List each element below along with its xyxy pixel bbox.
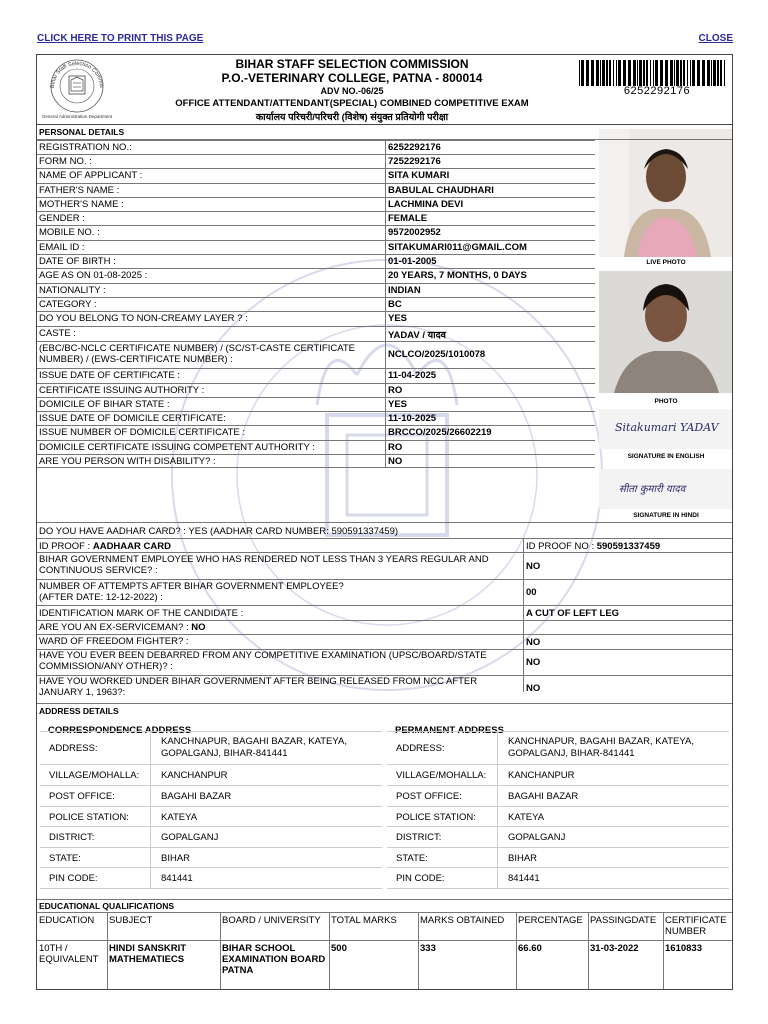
field-label: DOMICILE CERTIFICATE ISSUING COMPETENT AUTHORITY :: [39, 442, 315, 453]
divider: [37, 197, 595, 198]
address-row: [387, 848, 729, 868]
education-column-header: BOARD / UNIVERSITY: [222, 915, 321, 926]
divider: [37, 297, 595, 298]
education-cell: 500: [331, 943, 347, 954]
logo-bottom-text: General Administration Department: [42, 114, 112, 119]
education-cell: HINDI SANSKRIT MATHEMATIECS: [109, 943, 187, 965]
barcode-bar: [628, 60, 631, 86]
divider: [37, 425, 595, 426]
field-value: YES: [388, 399, 408, 410]
divider: [37, 579, 733, 580]
field-label: REGISTRATION NO.:: [39, 142, 132, 153]
address-value: GOPALGANJ: [161, 832, 219, 843]
field-value: RO: [388, 385, 403, 396]
address-details-heading: ADDRESS DETAILS: [39, 706, 119, 716]
field-value: NCLCO/2025/1010078: [388, 349, 486, 360]
divider: [37, 311, 595, 312]
field-value: NO: [388, 456, 403, 467]
address-key: VILLAGE/MOHALLA:: [49, 770, 140, 781]
address-row: [387, 765, 729, 786]
address-key: DISTRICT:: [396, 832, 442, 843]
education-column-header: TOTAL MARKS: [331, 915, 397, 926]
ncc-answer: NO: [526, 683, 541, 694]
barcode-bar: [717, 60, 719, 86]
id-proof-label: ID PROOF :: [39, 541, 93, 552]
barcode-bar: [606, 60, 608, 86]
adv-number: ADV NO.-06/25: [320, 86, 384, 96]
field-value: 20 YEARS, 7 MONTHS, 0 DAYS: [388, 270, 527, 281]
photo-caption: PHOTO: [654, 398, 678, 405]
education-cell: 66.60: [518, 943, 542, 954]
field-label: NAME OF APPLICANT :: [39, 170, 143, 181]
signature-english: [599, 409, 733, 449]
attempts-question-1: NUMBER OF ATTEMPTS AFTER BIHAR GOVERNMENT EMPLOYEE?: [39, 581, 344, 592]
address-value: BIHAR: [161, 853, 191, 864]
divider: [37, 703, 733, 704]
address-row: [387, 868, 729, 889]
live-photo: [599, 129, 733, 257]
address-key: POLICE STATION:: [49, 812, 129, 823]
govt-employee-answer: NO: [526, 561, 541, 572]
divider: [516, 912, 517, 990]
address-key: VILLAGE/MOHALLA:: [396, 770, 487, 781]
barcode-bar: [609, 60, 611, 86]
divider: [37, 620, 733, 621]
personal-details-heading: PERSONAL DETAILS: [39, 127, 125, 137]
education-column-header: SUBJECT: [109, 915, 153, 926]
address-value: KATEYA: [161, 812, 198, 823]
education-column-header: MARKS OBTAINED: [420, 915, 505, 926]
barcode-bar: [643, 60, 645, 86]
address-row: [40, 807, 382, 827]
divider: [37, 254, 595, 255]
barcode-bar: [586, 60, 589, 86]
field-label: GENDER :: [39, 213, 85, 224]
barcode-bar: [683, 60, 685, 86]
barcode-bar: [697, 60, 700, 86]
field-label: DO YOU BELONG TO NON-CREAMY LAYER ? :: [39, 313, 248, 324]
divider: [107, 912, 108, 990]
divider: [37, 140, 595, 141]
address-key: PIN CODE:: [396, 873, 445, 884]
address-value: 841441: [508, 873, 540, 884]
field-label: AGE AS ON 01-08-2025 :: [39, 270, 148, 281]
education-heading: EDUCATIONAL QUALIFICATIONS: [39, 901, 175, 911]
org-name: BIHAR STAFF SELECTION COMMISSION: [235, 57, 469, 71]
field-label: CERTIFICATE ISSUING AUTHORITY :: [39, 385, 205, 396]
barcode-bar: [639, 60, 642, 86]
barcode-bar: [655, 60, 658, 86]
divider: [37, 154, 595, 155]
ex-serviceman-question: ARE YOU AN EX-SERVICEMAN? :: [39, 622, 192, 633]
barcode-bar: [720, 60, 722, 86]
barcode-bar: [687, 60, 688, 86]
barcode-bar: [579, 60, 580, 86]
education-cell: BIHAR SCHOOL EXAMINATION BOARD PATNA: [222, 943, 326, 976]
org-address: P.O.-VETERINARY COLLEGE, PATNA - 800014: [221, 71, 483, 85]
barcode-bar: [711, 60, 712, 86]
address-key: ADDRESS:: [49, 743, 98, 754]
address-row: [40, 827, 382, 848]
id-proof-no-value: 590591337459: [596, 541, 661, 552]
divider: [37, 240, 595, 241]
divider: [37, 552, 733, 553]
divider: [150, 731, 151, 889]
field-label: DATE OF BIRTH :: [39, 256, 116, 267]
address-key: POST OFFICE:: [49, 791, 115, 802]
field-label: ISSUE NUMBER OF DOMICILE CERTIFICATE :: [39, 427, 246, 438]
divider: [37, 940, 733, 941]
divider: [37, 634, 733, 635]
divider: [37, 211, 595, 212]
field-value: BC: [388, 299, 402, 310]
education-column-header: EDUCATION: [39, 915, 95, 926]
divider: [37, 383, 595, 384]
barcode-bar: [637, 60, 638, 86]
field-label: MOTHER'S NAME :: [39, 199, 124, 210]
divider: [37, 139, 733, 140]
id-proof: [39, 541, 171, 552]
divider: [385, 140, 386, 467]
signature-english-caption: SIGNATURE IN ENGLISH: [627, 453, 705, 460]
address-row: [387, 786, 729, 807]
divider: [329, 912, 330, 990]
field-value: 11-10-2025: [388, 413, 437, 424]
ncc-question: HAVE YOU WORKED UNDER BIHAR GOVERNMENT AFTER BEING RELEASED FROM NCC AFTER JANUARY 1, 1963?:: [39, 676, 478, 698]
field-value: INDIAN: [388, 285, 421, 296]
address-value: BAGAHI BAZAR: [508, 791, 579, 802]
barcode-bar: [690, 60, 691, 86]
divider: [497, 731, 498, 889]
barcode-bar: [650, 60, 651, 86]
divider: [37, 341, 595, 342]
address-value: 841441: [161, 873, 193, 884]
divider: [37, 899, 733, 900]
education-cell: 31-03-2022: [590, 943, 639, 954]
application-form: [36, 54, 733, 990]
exam-name-hindi: कार्यालय परिचरी/परिचरी (विशेष) संयुक्त प्रतियोगी परीक्षा: [255, 112, 449, 123]
field-label: EMAIL ID :: [39, 242, 85, 253]
divider: [37, 368, 595, 369]
field-label: ISSUE DATE OF CERTIFICATE :: [39, 370, 180, 381]
divider: [37, 605, 733, 606]
govt-employee-question: BIHAR GOVERNMENT EMPLOYEE WHO HAS RENDERED NOT LESS THAN 3 YEARS REGULAR AND CONTINUOUS SERVICE? :: [39, 554, 489, 576]
attempts-answer: 00: [526, 587, 537, 598]
divider: [37, 538, 733, 539]
address-key: ADDRESS:: [396, 743, 445, 754]
barcode-bar: [616, 60, 617, 86]
field-value: 9572002952: [388, 227, 441, 238]
barcode-bar: [707, 60, 710, 86]
divider: [37, 440, 595, 441]
field-value: 6252292176: [388, 142, 441, 153]
barcode-bar: [596, 60, 599, 86]
field-label: FATHER'S NAME :: [39, 185, 120, 196]
divider: [663, 912, 664, 990]
field-label: ARE YOU PERSON WITH DISABILITY? :: [39, 456, 216, 467]
barcode-bar: [665, 60, 668, 86]
address-key: POST OFFICE:: [396, 791, 462, 802]
address-key: PIN CODE:: [49, 873, 98, 884]
divider: [37, 411, 595, 412]
barcode-bar: [724, 60, 725, 86]
divider: [37, 454, 595, 455]
ex-serviceman-answer: NO: [191, 622, 206, 633]
address-row: [387, 807, 729, 827]
aadhar-line: DO YOU HAVE AADHAR CARD? : YES (AADHAR CARD NUMBER: 590591337459): [39, 526, 399, 537]
barcode-bar: [680, 60, 682, 86]
field-label: CATEGORY :: [39, 299, 97, 310]
education-column-header: PASSINGDATE: [590, 915, 657, 926]
freedom-fighter-question: WARD OF FREEDOM FIGHTER? :: [39, 636, 189, 647]
address-key: DISTRICT:: [49, 832, 95, 843]
barcode: [577, 60, 727, 86]
permanent-address-title: PERMANENT ADDRESS: [395, 725, 504, 736]
education-cell: 10TH / EQUIVALENT: [39, 943, 99, 965]
education-column-header: PERCENTAGE: [518, 915, 583, 926]
barcode-bar: [692, 60, 695, 86]
address-value: BAGAHI BAZAR: [161, 791, 232, 802]
barcode-bar: [653, 60, 654, 86]
barcode-bar: [600, 60, 601, 86]
divider: [220, 912, 221, 990]
print-page-link[interactable]: CLICK HERE TO PRINT THIS PAGE: [37, 33, 204, 44]
divider: [37, 183, 595, 184]
address-row: [40, 848, 382, 868]
field-value: BABULAL CHAUDHARI: [388, 185, 494, 196]
address-row: [387, 827, 729, 848]
divider: [37, 326, 595, 327]
address-key: STATE:: [396, 853, 428, 864]
field-value: YES: [388, 313, 408, 324]
address-row: [40, 868, 382, 889]
freedom-fighter-answer: NO: [526, 637, 541, 648]
barcode-bar: [702, 60, 705, 86]
identification-question: IDENTIFICATION MARK OF THE CANDIDATE :: [39, 608, 244, 619]
barcode-bar: [660, 60, 663, 86]
svg-text:Bihar Staff Selection Commissi: [42, 58, 104, 88]
address-value: KANCHANPUR: [508, 770, 575, 781]
address-value: KANCHNAPUR, BAGAHI BAZAR, KATEYA, GOPALGANJ, BIHAR-841441: [161, 736, 347, 759]
barcode-bar: [591, 60, 594, 86]
close-link[interactable]: CLOSE: [698, 33, 733, 44]
address-row: [40, 786, 382, 807]
commission-logo: [42, 58, 112, 120]
barcode-bar: [581, 60, 584, 86]
divider: [37, 168, 595, 169]
address-value: KANCHNAPUR, BAGAHI BAZAR, KATEYA, GOPALGANJ, BIHAR-841441: [508, 736, 694, 759]
education-cell: 333: [420, 943, 436, 954]
signature-hindi-text: सीता कुमारी यादव: [619, 484, 686, 495]
divider: [37, 912, 733, 913]
barcode-bar: [674, 60, 675, 86]
divider: [37, 225, 595, 226]
barcode-bar: [713, 60, 716, 86]
exam-name-english: OFFICE ATTENDANT/ATTENDANT(SPECIAL) COMBINED COMPETITIVE EXAM: [175, 98, 529, 109]
barcode-bar: [646, 60, 648, 86]
address-value: KATEYA: [508, 812, 545, 823]
field-value: SITAKUMARI011@GMAIL.COM: [388, 242, 527, 253]
field-value: 11-04-2025: [388, 370, 437, 381]
barcode-bar: [670, 60, 673, 86]
signature-hindi: [599, 469, 733, 509]
divider: [588, 912, 589, 990]
field-label: CASTE :: [39, 328, 76, 339]
barcode-number: 6252292176: [623, 85, 691, 97]
id-proof-number: [526, 541, 660, 552]
logo-arc-text: Bihar Staff Selection Commis: [49, 60, 105, 89]
divider: [418, 912, 419, 990]
barcode-bar: [676, 60, 679, 86]
address-value: KANCHANPUR: [161, 770, 228, 781]
address-value: BIHAR: [508, 853, 538, 864]
divider: [37, 397, 595, 398]
field-value: SITA KUMARI: [388, 170, 450, 181]
address-key: STATE:: [49, 853, 81, 864]
barcode-bar: [633, 60, 636, 86]
signature-english-text: Sitakumari YADAV: [615, 421, 719, 434]
field-label: ISSUE DATE OF DOMICILE CERTIFICATE:: [39, 413, 226, 424]
field-value: LACHMINA DEVI: [388, 199, 464, 210]
field-value: 01-01-2005: [388, 256, 437, 267]
form-header: [37, 55, 732, 125]
attempts-question-2: (AFTER DATE: 12-12-2022) :: [39, 592, 163, 603]
field-value: FEMALE: [388, 213, 428, 224]
education-cell: 1610833: [665, 943, 702, 954]
divider: [37, 283, 595, 284]
id-proof-no-label: ID PROOF NO :: [526, 541, 597, 552]
barcode-bar: [618, 60, 621, 86]
debarred-answer: NO: [526, 657, 541, 668]
barcode-bar: [602, 60, 605, 86]
address-value: GOPALGANJ: [508, 832, 566, 843]
field-label: FORM NO. :: [39, 156, 92, 167]
barcode-bar: [613, 60, 614, 86]
field-label: DOMICILE OF BIHAR STATE :: [39, 399, 170, 410]
id-proof-value: AADHAAR CARD: [92, 541, 171, 552]
address-key: POLICE STATION:: [396, 812, 476, 823]
correspondence-address-title: CORRESPONDENCE ADDRESS: [48, 725, 192, 736]
divider: [37, 522, 733, 523]
address-row: [387, 731, 729, 765]
divider: [37, 268, 595, 269]
education-column-header: CERTIFICATE NUMBER: [665, 915, 727, 937]
field-value: BRCCO/2025/26602219: [388, 427, 492, 438]
field-value: YADAV / यादव: [388, 330, 446, 341]
signature-hindi-caption: SIGNATURE IN HINDI: [633, 512, 699, 519]
field-label: NATIONALITY :: [39, 285, 106, 296]
divider: [37, 467, 595, 468]
ex-serviceman: [39, 622, 205, 633]
address-row: [40, 731, 382, 765]
identification-answer: A CUT OF LEFT LEG: [526, 608, 620, 619]
applicant-photo: [599, 271, 733, 393]
field-value: RO: [388, 442, 403, 453]
address-row: [40, 765, 382, 786]
field-label: (EBC/BC-NCLC CERTIFICATE NUMBER) / (SC/ST-CASTE CERTIFICATE NUMBER) / (EWS-CERTIFICATE NUMBER) :: [39, 343, 355, 365]
live-photo-caption: LIVE PHOTO: [646, 259, 686, 266]
debarred-question: HAVE YOU EVER BEEN DEBARRED FROM ANY COMPETITIVE EXAMINATION (UPSC/BOARD/STATE COMMISSION/ANY OTHER)? :: [39, 650, 487, 672]
field-value: 7252292176: [388, 156, 441, 167]
divider: [523, 538, 524, 692]
barcode-bar: [623, 60, 626, 86]
field-label: MOBILE NO. :: [39, 227, 100, 238]
